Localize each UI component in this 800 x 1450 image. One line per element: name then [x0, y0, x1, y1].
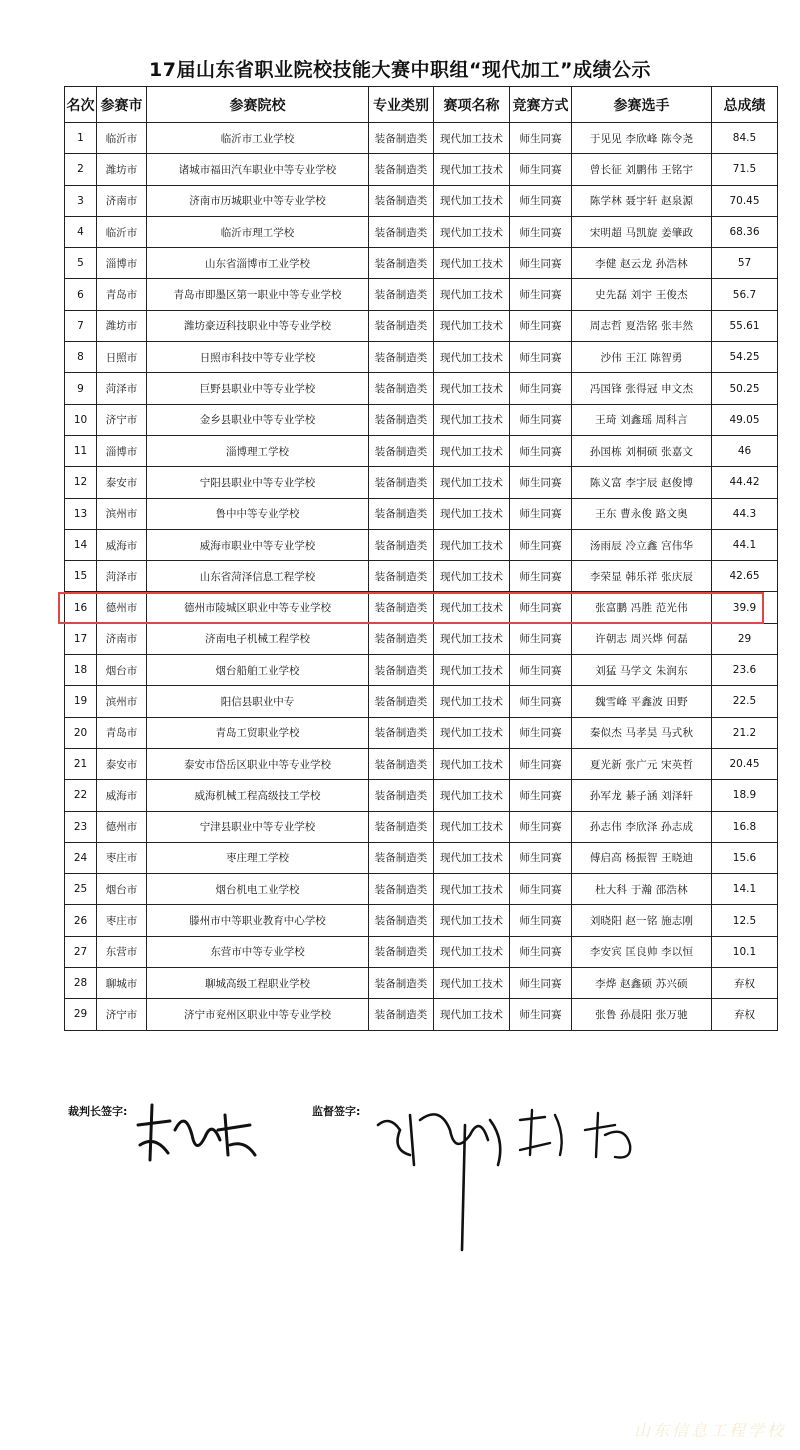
score-cell: 55.61: [712, 310, 778, 341]
score-cell: 15.6: [712, 842, 778, 873]
school-cell: 滕州市中等职业教育中心学校: [147, 905, 369, 936]
score-cell: 39.9: [712, 592, 778, 623]
table-row: [65, 717, 778, 748]
school-cell: 济南电子机械工程学校: [147, 623, 369, 654]
category-cell: 装备制造类: [369, 435, 434, 466]
table-row: [65, 748, 778, 779]
table-row: [65, 248, 778, 279]
score-cell: 12.5: [712, 905, 778, 936]
city-cell: 临沂市: [97, 216, 147, 247]
mode-cell: 师生同赛: [510, 686, 572, 717]
event-cell: 现代加工技术: [434, 999, 510, 1030]
school-cell: 宁津县职业中等专业学校: [147, 811, 369, 842]
mode-cell: 师生同赛: [510, 655, 572, 686]
mode-cell: 师生同赛: [510, 717, 572, 748]
category-cell: 装备制造类: [369, 874, 434, 905]
city-cell: 日照市: [97, 342, 147, 373]
rank-cell: 12: [65, 467, 97, 498]
header-school: 参赛院校: [147, 87, 369, 123]
rank-cell: 28: [65, 968, 97, 999]
score-cell: 54.25: [712, 342, 778, 373]
school-cell: 金乡县职业中等专业学校: [147, 404, 369, 435]
score-cell: 弃权: [712, 999, 778, 1030]
players-cell: 傅启高 杨振智 王晓迪: [572, 842, 712, 873]
city-cell: 聊城市: [97, 968, 147, 999]
page-title: 17届山东省职业院校技能大赛中职组“现代加工”成绩公示: [149, 59, 651, 81]
rank-cell: 3: [65, 185, 97, 216]
players-cell: 陈学林 聂宇轩 赵泉源: [572, 185, 712, 216]
players-cell: 周志哲 夏浩铭 张丰然: [572, 310, 712, 341]
city-cell: 烟台市: [97, 874, 147, 905]
score-cell: 弃权: [712, 968, 778, 999]
players-cell: 许朝志 周兴烨 何磊: [572, 623, 712, 654]
mode-cell: 师生同赛: [510, 811, 572, 842]
table-row: [65, 655, 778, 686]
event-cell: 现代加工技术: [434, 498, 510, 529]
table-row: [65, 404, 778, 435]
score-cell: 44.1: [712, 529, 778, 560]
header-city: 参赛市: [97, 87, 147, 123]
city-cell: 威海市: [97, 780, 147, 811]
city-cell: 滨州市: [97, 686, 147, 717]
city-cell: 枣庄市: [97, 842, 147, 873]
rank-cell: 19: [65, 686, 97, 717]
mode-cell: 师生同赛: [510, 561, 572, 592]
rank-cell: 6: [65, 279, 97, 310]
table-header-row: [65, 87, 778, 123]
event-cell: 现代加工技术: [434, 842, 510, 873]
school-cell: 东营市中等专业学校: [147, 936, 369, 967]
rank-cell: 29: [65, 999, 97, 1030]
category-cell: 装备制造类: [369, 279, 434, 310]
header-mode: 竞赛方式: [510, 87, 572, 123]
category-cell: 装备制造类: [369, 842, 434, 873]
rank-cell: 25: [65, 874, 97, 905]
players-cell: 于见见 李欣峰 陈令尧: [572, 123, 712, 154]
players-cell: 冯国锋 张得冠 申文杰: [572, 373, 712, 404]
players-cell: 宋明超 马凯旋 姜肇政: [572, 216, 712, 247]
school-cell: 日照市科技中等专业学校: [147, 342, 369, 373]
mode-cell: 师生同赛: [510, 529, 572, 560]
table-row: [65, 154, 778, 185]
players-cell: 张富鹏 冯胜 范光伟: [572, 592, 712, 623]
mode-cell: 师生同赛: [510, 404, 572, 435]
rank-cell: 18: [65, 655, 97, 686]
school-cell: 聊城高级工程职业学校: [147, 968, 369, 999]
header-players: 参赛选手: [572, 87, 712, 123]
category-cell: 装备制造类: [369, 216, 434, 247]
table-row: [65, 123, 778, 154]
mode-cell: 师生同赛: [510, 780, 572, 811]
rank-cell: 15: [65, 561, 97, 592]
score-cell: 42.65: [712, 561, 778, 592]
city-cell: 淄博市: [97, 435, 147, 466]
players-cell: 王琦 刘鑫瑶 周科言: [572, 404, 712, 435]
school-cell: 泰安市岱岳区职业中等专业学校: [147, 748, 369, 779]
players-cell: 李烨 赵鑫硕 苏兴硕: [572, 968, 712, 999]
rank-cell: 20: [65, 717, 97, 748]
players-cell: 刘晓阳 赵一铭 施志刚: [572, 905, 712, 936]
event-cell: 现代加工技术: [434, 310, 510, 341]
table-row: [65, 561, 778, 592]
category-cell: 装备制造类: [369, 404, 434, 435]
header-event: 赛项名称: [434, 87, 510, 123]
school-cell: 德州市陵城区职业中等专业学校: [147, 592, 369, 623]
score-cell: 71.5: [712, 154, 778, 185]
event-cell: 现代加工技术: [434, 529, 510, 560]
category-cell: 装备制造类: [369, 686, 434, 717]
rank-cell: 2: [65, 154, 97, 185]
rank-cell: 27: [65, 936, 97, 967]
supervisor-signature-label: 监督签字:: [312, 1105, 361, 1118]
city-cell: 临沂市: [97, 123, 147, 154]
rank-cell: 26: [65, 905, 97, 936]
category-cell: 装备制造类: [369, 811, 434, 842]
mode-cell: 师生同赛: [510, 999, 572, 1030]
city-cell: 济南市: [97, 623, 147, 654]
rank-cell: 9: [65, 373, 97, 404]
city-cell: 枣庄市: [97, 905, 147, 936]
rank-cell: 17: [65, 623, 97, 654]
table-row: [65, 905, 778, 936]
table-row: [65, 686, 778, 717]
players-cell: 孙国栋 刘桐硕 张嘉文: [572, 435, 712, 466]
event-cell: 现代加工技术: [434, 874, 510, 905]
event-cell: 现代加工技术: [434, 216, 510, 247]
school-cell: 诸城市福田汽车职业中等专业学校: [147, 154, 369, 185]
players-cell: 李荣显 韩乐祥 张庆辰: [572, 561, 712, 592]
header-rank: 名次: [65, 87, 97, 123]
mode-cell: 师生同赛: [510, 373, 572, 404]
event-cell: 现代加工技术: [434, 373, 510, 404]
score-cell: 16.8: [712, 811, 778, 842]
table-row: [65, 936, 778, 967]
category-cell: 装备制造类: [369, 310, 434, 341]
rank-cell: 23: [65, 811, 97, 842]
city-cell: 济宁市: [97, 999, 147, 1030]
score-cell: 23.6: [712, 655, 778, 686]
rank-cell: 22: [65, 780, 97, 811]
players-cell: 汤雨辰 冷立鑫 宫伟华: [572, 529, 712, 560]
school-cell: 威海市职业中等专业学校: [147, 529, 369, 560]
mode-cell: 师生同赛: [510, 936, 572, 967]
category-cell: 装备制造类: [369, 561, 434, 592]
mode-cell: 师生同赛: [510, 498, 572, 529]
table-row: [65, 529, 778, 560]
category-cell: 装备制造类: [369, 467, 434, 498]
category-cell: 装备制造类: [369, 592, 434, 623]
event-cell: 现代加工技术: [434, 154, 510, 185]
table-row: [65, 310, 778, 341]
table-row: [65, 999, 778, 1030]
event-cell: 现代加工技术: [434, 185, 510, 216]
school-cell: 临沂市工业学校: [147, 123, 369, 154]
school-cell: 淄博理工学校: [147, 435, 369, 466]
table-row: [65, 216, 778, 247]
table-row: [65, 185, 778, 216]
score-cell: 44.3: [712, 498, 778, 529]
score-cell: 29: [712, 623, 778, 654]
score-cell: 18.9: [712, 780, 778, 811]
city-cell: 威海市: [97, 529, 147, 560]
category-cell: 装备制造类: [369, 717, 434, 748]
mode-cell: 师生同赛: [510, 467, 572, 498]
category-cell: 装备制造类: [369, 748, 434, 779]
rank-cell: 10: [65, 404, 97, 435]
category-cell: 装备制造类: [369, 529, 434, 560]
city-cell: 东营市: [97, 936, 147, 967]
table-body: [65, 123, 778, 1031]
city-cell: 潍坊市: [97, 154, 147, 185]
players-cell: 李安宾 匡良帅 李以恒: [572, 936, 712, 967]
mode-cell: 师生同赛: [510, 185, 572, 216]
city-cell: 德州市: [97, 811, 147, 842]
score-cell: 14.1: [712, 874, 778, 905]
rank-cell: 13: [65, 498, 97, 529]
mode-cell: 师生同赛: [510, 342, 572, 373]
category-cell: 装备制造类: [369, 968, 434, 999]
mode-cell: 师生同赛: [510, 123, 572, 154]
event-cell: 现代加工技术: [434, 435, 510, 466]
score-cell: 21.2: [712, 717, 778, 748]
event-cell: 现代加工技术: [434, 780, 510, 811]
city-cell: 潍坊市: [97, 310, 147, 341]
header-score: 总成绩: [712, 87, 778, 123]
event-cell: 现代加工技术: [434, 686, 510, 717]
city-cell: 青岛市: [97, 279, 147, 310]
city-cell: 菏泽市: [97, 373, 147, 404]
mode-cell: 师生同赛: [510, 748, 572, 779]
players-cell: 孙军龙 綦子涵 刘泽轩: [572, 780, 712, 811]
city-cell: 济南市: [97, 185, 147, 216]
city-cell: 滨州市: [97, 498, 147, 529]
score-cell: 44.42: [712, 467, 778, 498]
table-row: [65, 467, 778, 498]
players-cell: 夏光新 张广元 宋英哲: [572, 748, 712, 779]
category-cell: 装备制造类: [369, 248, 434, 279]
event-cell: 现代加工技术: [434, 123, 510, 154]
city-cell: 泰安市: [97, 748, 147, 779]
category-cell: 装备制造类: [369, 123, 434, 154]
category-cell: 装备制造类: [369, 999, 434, 1030]
school-cell: 威海机械工程高级技工学校: [147, 780, 369, 811]
school-cell: 枣庄理工学校: [147, 842, 369, 873]
score-cell: 68.36: [712, 216, 778, 247]
city-cell: 济宁市: [97, 404, 147, 435]
school-cell: 烟台船舶工业学校: [147, 655, 369, 686]
rank-cell: 24: [65, 842, 97, 873]
mode-cell: 师生同赛: [510, 279, 572, 310]
table-row: [65, 279, 778, 310]
event-cell: 现代加工技术: [434, 811, 510, 842]
rank-cell: 11: [65, 435, 97, 466]
players-cell: 杜大科 于瀚 邵浩林: [572, 874, 712, 905]
mode-cell: 师生同赛: [510, 905, 572, 936]
school-cell: 青岛工贸职业学校: [147, 717, 369, 748]
category-cell: 装备制造类: [369, 936, 434, 967]
school-cell: 济南市历城职业中等专业学校: [147, 185, 369, 216]
event-cell: 现代加工技术: [434, 655, 510, 686]
event-cell: 现代加工技术: [434, 561, 510, 592]
mode-cell: 师生同赛: [510, 154, 572, 185]
mode-cell: 师生同赛: [510, 842, 572, 873]
rank-cell: 16: [65, 592, 97, 623]
mode-cell: 师生同赛: [510, 874, 572, 905]
rank-cell: 21: [65, 748, 97, 779]
mode-cell: 师生同赛: [510, 592, 572, 623]
score-cell: 10.1: [712, 936, 778, 967]
category-cell: 装备制造类: [369, 185, 434, 216]
rank-cell: 7: [65, 310, 97, 341]
players-cell: 刘猛 马学文 朱润东: [572, 655, 712, 686]
school-watermark: 山东信息工程学校: [633, 1421, 786, 1440]
school-cell: 阳信县职业中专: [147, 686, 369, 717]
school-cell: 宁阳县职业中等专业学校: [147, 467, 369, 498]
school-cell: 鲁中中等专业学校: [147, 498, 369, 529]
event-cell: 现代加工技术: [434, 592, 510, 623]
category-cell: 装备制造类: [369, 905, 434, 936]
table-row: [65, 874, 778, 905]
event-cell: 现代加工技术: [434, 342, 510, 373]
judge-signature-icon: [130, 1095, 270, 1170]
school-cell: 山东省菏泽信息工程学校: [147, 561, 369, 592]
table-row: [65, 842, 778, 873]
score-cell: 49.05: [712, 404, 778, 435]
score-cell: 84.5: [712, 123, 778, 154]
results-table: [64, 86, 778, 1031]
category-cell: 装备制造类: [369, 623, 434, 654]
table-row: [65, 435, 778, 466]
school-cell: 潍坊豪迈科技职业中等专业学校: [147, 310, 369, 341]
school-cell: 山东省淄博市工业学校: [147, 248, 369, 279]
players-cell: 王东 曹永俊 路文奥: [572, 498, 712, 529]
city-cell: 淄博市: [97, 248, 147, 279]
score-cell: 50.25: [712, 373, 778, 404]
table-row: [65, 968, 778, 999]
table-row: [65, 811, 778, 842]
score-cell: 20.45: [712, 748, 778, 779]
city-cell: 烟台市: [97, 655, 147, 686]
category-cell: 装备制造类: [369, 373, 434, 404]
city-cell: 菏泽市: [97, 561, 147, 592]
rank-cell: 1: [65, 123, 97, 154]
players-cell: 陈义富 李宇辰 赵俊博: [572, 467, 712, 498]
judge-signature-label: 裁判长签字:: [68, 1105, 128, 1118]
players-cell: 魏雪峰 平鑫波 田野: [572, 686, 712, 717]
score-cell: 22.5: [712, 686, 778, 717]
players-cell: 秦似杰 马孝昊 马式秋: [572, 717, 712, 748]
event-cell: 现代加工技术: [434, 248, 510, 279]
event-cell: 现代加工技术: [434, 279, 510, 310]
table-row: [65, 623, 778, 654]
table-row: [65, 498, 778, 529]
table-row: [65, 342, 778, 373]
event-cell: 现代加工技术: [434, 936, 510, 967]
school-cell: 青岛市即墨区第一职业中等专业学校: [147, 279, 369, 310]
players-cell: 史先磊 刘宇 王俊杰: [572, 279, 712, 310]
table-row: [65, 373, 778, 404]
table-row: [65, 780, 778, 811]
mode-cell: 师生同赛: [510, 968, 572, 999]
event-cell: 现代加工技术: [434, 717, 510, 748]
players-cell: 孙志伟 李欣泽 孙志成: [572, 811, 712, 842]
city-cell: 泰安市: [97, 467, 147, 498]
city-cell: 青岛市: [97, 717, 147, 748]
players-cell: 张鲁 孙晨阳 张万驰: [572, 999, 712, 1030]
category-cell: 装备制造类: [369, 655, 434, 686]
rank-cell: 14: [65, 529, 97, 560]
event-cell: 现代加工技术: [434, 467, 510, 498]
players-cell: 曾长征 刘鹏伟 王铭宇: [572, 154, 712, 185]
mode-cell: 师生同赛: [510, 623, 572, 654]
score-cell: 57: [712, 248, 778, 279]
mode-cell: 师生同赛: [510, 435, 572, 466]
event-cell: 现代加工技术: [434, 905, 510, 936]
mode-cell: 师生同赛: [510, 216, 572, 247]
rank-cell: 8: [65, 342, 97, 373]
category-cell: 装备制造类: [369, 498, 434, 529]
school-cell: 济宁市兖州区职业中等专业学校: [147, 999, 369, 1030]
category-cell: 装备制造类: [369, 342, 434, 373]
school-cell: 烟台机电工业学校: [147, 874, 369, 905]
mode-cell: 师生同赛: [510, 248, 572, 279]
header-category: 专业类别: [369, 87, 434, 123]
rank-cell: 5: [65, 248, 97, 279]
school-cell: 临沂市理工学校: [147, 216, 369, 247]
players-cell: 李健 赵云龙 孙浩林: [572, 248, 712, 279]
mode-cell: 师生同赛: [510, 310, 572, 341]
score-cell: 56.7: [712, 279, 778, 310]
event-cell: 现代加工技术: [434, 968, 510, 999]
supervisor-signature-icon: [370, 1095, 660, 1255]
event-cell: 现代加工技术: [434, 404, 510, 435]
rank-cell: 4: [65, 216, 97, 247]
category-cell: 装备制造类: [369, 154, 434, 185]
event-cell: 现代加工技术: [434, 748, 510, 779]
category-cell: 装备制造类: [369, 780, 434, 811]
event-cell: 现代加工技术: [434, 623, 510, 654]
score-cell: 46: [712, 435, 778, 466]
city-cell: 德州市: [97, 592, 147, 623]
highlight-box: [58, 592, 764, 624]
players-cell: 沙伟 王江 陈智勇: [572, 342, 712, 373]
score-cell: 70.45: [712, 185, 778, 216]
school-cell: 巨野县职业中等专业学校: [147, 373, 369, 404]
